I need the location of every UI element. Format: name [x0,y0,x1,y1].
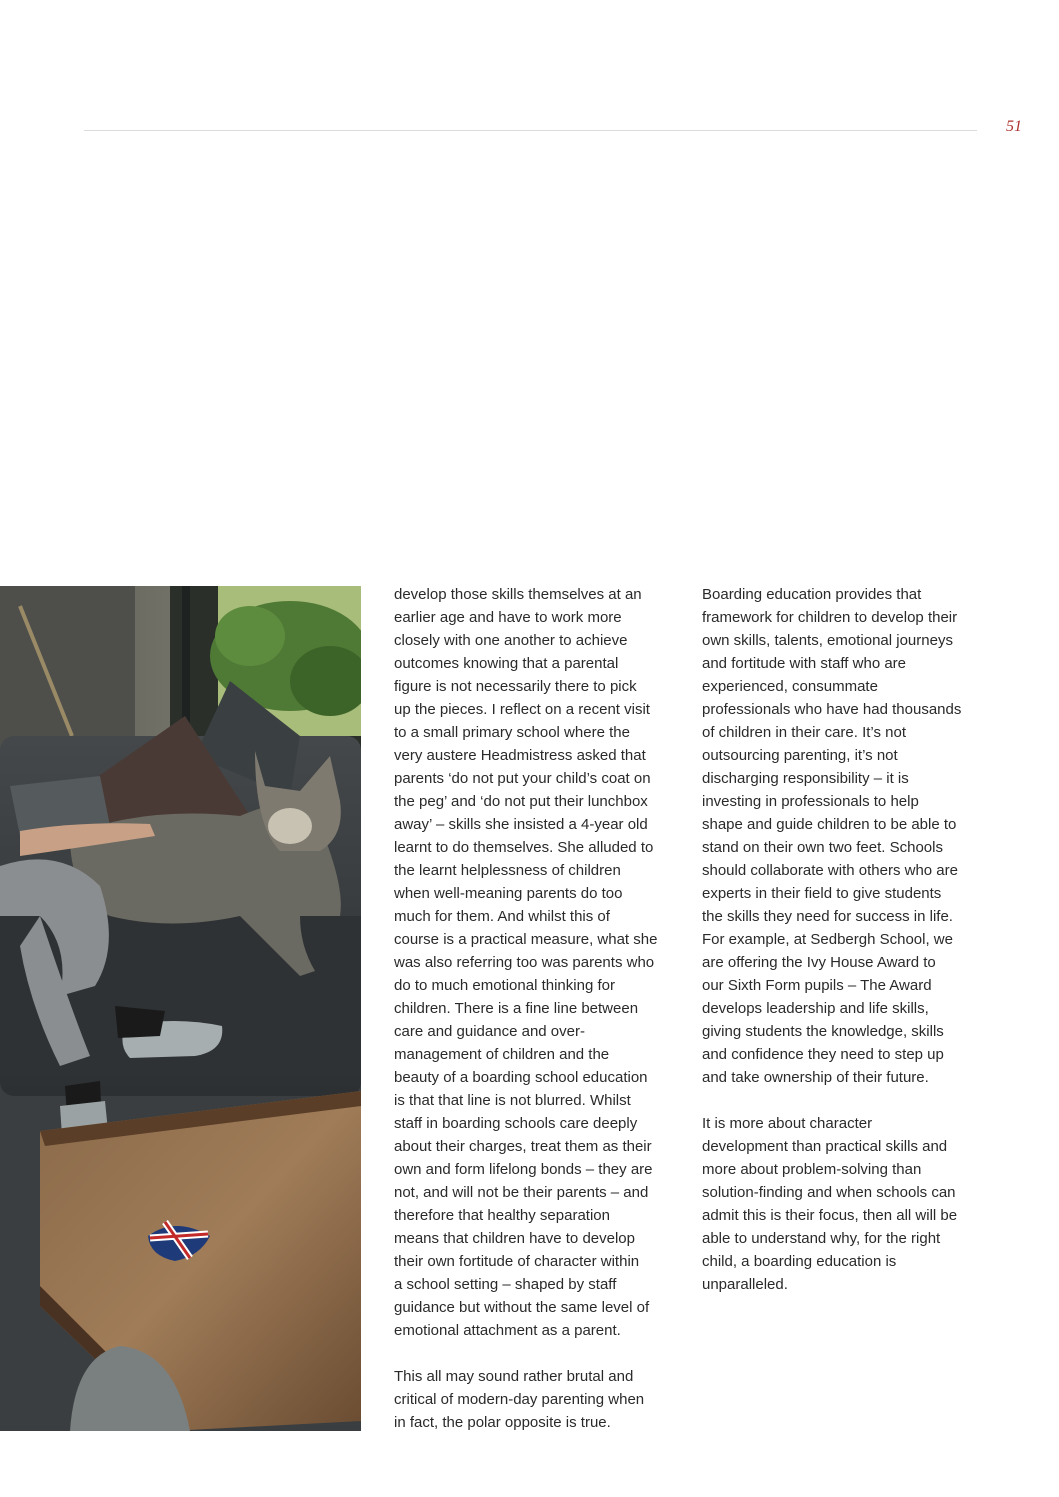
paragraph: It is more about character development than practical skills and more about problem-solving than solution-finding and when schools can admit this is their focus, then all will be able to understand why, for the right child, a boarding education is unparalleled. [702,1115,958,1293]
paragraph: Boarding education provides that framework for children to develop their own skills, talents, emotional journeys and fortitude with staff who are experienced, consummate professionals who have had thousands of children in their care. It’s not outsourcing parenting, it’s not discharging responsibility – it is investing in professionals to help shape and guide children to be able to stand on their own two feet. Schools should collaborate with others who are experts in their field to give students the skills they need for success in life. For example, at Sedbergh School, we are offering the Ivy House Award to our Sixth Form pupils – The Award develops leadership and life skills, giving students the knowledge, skills and confidence they need to step up and take ownership of their future. [702,586,962,1086]
page-number: 51 [1006,118,1022,135]
article-column-2 [702,583,992,1319]
article-column-1 [394,583,684,1457]
paragraph: This all may sound rather brutal and critical of modern-day parenting when in fact, the polar opposite is true. [394,1368,645,1431]
paragraph: develop those skills themselves at an earlier age and have to work more closely with one another to achieve outcomes knowing that a parental figure is not necessarily there to pick up the pieces. I reflect on a recent visit to a small primary school where the very austere Headmistress asked that parents ‘do not put your child’s coat on the peg’ and ‘do not put their lunchbox away’ – skills she insisted a 4-year old learnt to do themselves. She alluded to the learnt helplessness of children when well-meaning parents do too much for them. And whilst this of course is a practical measure, what she was also referring too was parents who do to much emotional thinking for children. There is a fine line between care and guidance and over- management of children and the beauty of a boarding school education is that that line is not blurred. Whilst staff in boarding schools care deeply about their charges, treat them as their own and form lifelong bonds – they are not, and will not be their parents – and therefore that healthy separation means that children have to develop their own fortitude of character within a school setting – shaped by staff guidance but without the same level of emotional attachment as a parent. [394,586,658,1339]
dog-on-sofa-photo [0,586,361,1431]
header-rule [84,130,977,131]
